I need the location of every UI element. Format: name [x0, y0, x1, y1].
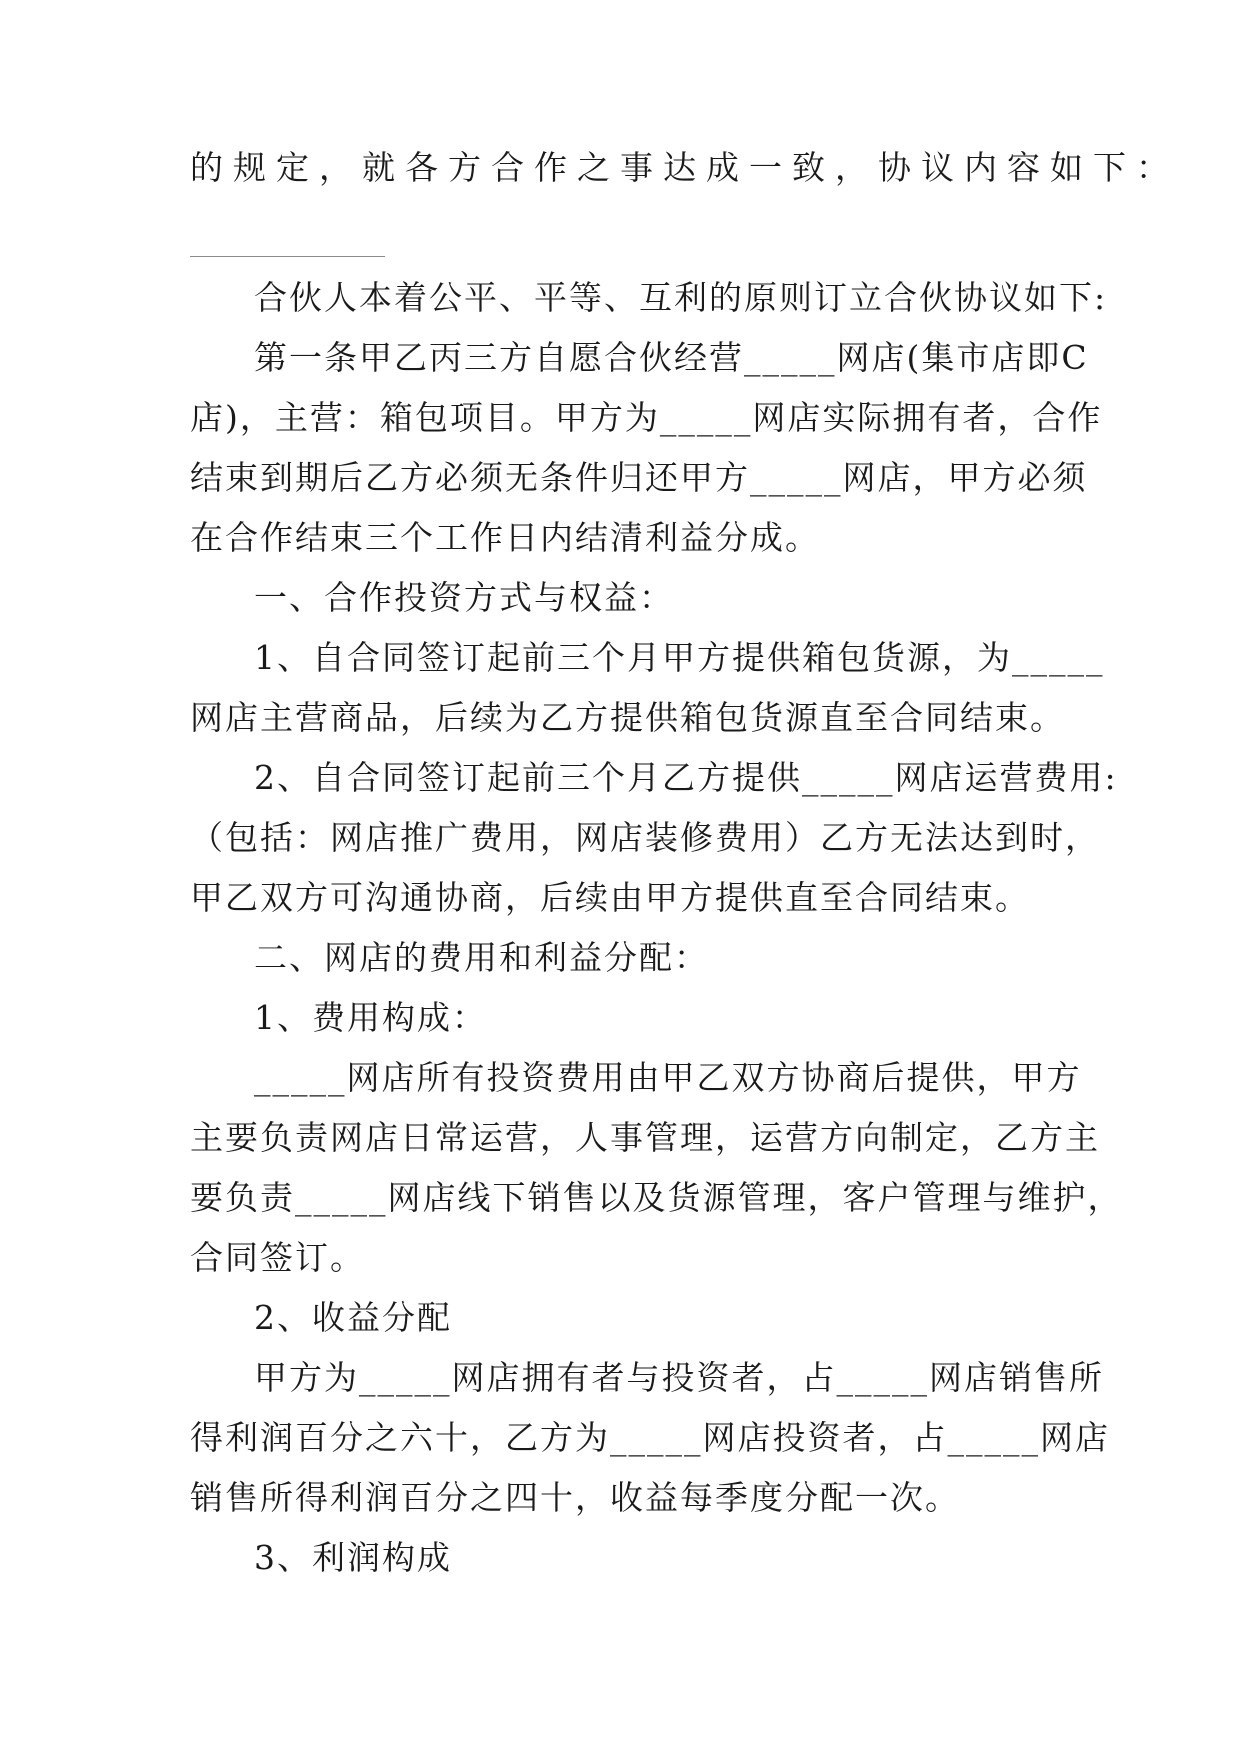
paragraph-line: 的规定，就各方合作之事达成一致，协议内容如下： — [190, 148, 1179, 187]
paragraph-line: 主要负责网店日常运营，人事管理，运营方向制定，乙方主 — [190, 1118, 1100, 1157]
section-heading: 一、合作投资方式与权益： — [254, 578, 674, 617]
paragraph-line: 第一条甲乙丙三方自愿合伙经营_____网店(集市店即C — [254, 338, 1089, 377]
subsection-heading: 2、收益分配 — [254, 1298, 452, 1337]
paragraph-line: 得利润百分之六十，乙方为_____网店投资者，占_____网店 — [190, 1418, 1110, 1457]
paragraph-line: 结束到期后乙方必须无条件归还甲方_____网店，甲方必须 — [190, 458, 1088, 497]
paragraph-line: 销售所得利润百分之四十，收益每季度分配一次。 — [190, 1478, 960, 1517]
paragraph-line: _____网店所有投资费用由甲乙双方协商后提供，甲方 — [254, 1058, 1082, 1097]
paragraph-line: 在合作结束三个工作日内结清利益分成。 — [190, 518, 820, 557]
subsection-heading: 3、利润构成 — [254, 1538, 452, 1577]
paragraph-line: 甲方为_____网店拥有者与投资者，占_____网店销售所 — [254, 1358, 1104, 1397]
paragraph-line: 合伙人本着公平、平等、互利的原则订立合伙协议如下: — [254, 278, 1108, 317]
paragraph-line: （包括：网店推广费用，网店装修费用）乙方无法达到时， — [190, 818, 1100, 857]
paragraph-line: 网店主营商品，后续为乙方提供箱包货源直至合同结束。 — [190, 698, 1065, 737]
section-heading: 二、网店的费用和利益分配： — [254, 938, 709, 977]
paragraph-line: 要负责_____网店线下销售以及货源管理，客户管理与维护， — [190, 1178, 1123, 1217]
document-page — [190, 0, 1179, 1754]
paragraph-line: 店)，主营：箱包项目。甲方为_____网店实际拥有者，合作 — [190, 398, 1103, 437]
paragraph-line: 合同签订。 — [190, 1238, 365, 1277]
paragraph-line: 甲乙双方可沟通协商，后续由甲方提供直至合同结束。 — [190, 878, 1030, 917]
paragraph-line: 1、自合同签订起前三个月甲方提供箱包货源，为_____ — [254, 638, 1105, 677]
paragraph-line: 2、自合同签订起前三个月乙方提供_____网店运营费用: — [254, 758, 1118, 797]
separator-line — [190, 256, 385, 257]
subsection-heading: 1、费用构成： — [254, 998, 487, 1037]
